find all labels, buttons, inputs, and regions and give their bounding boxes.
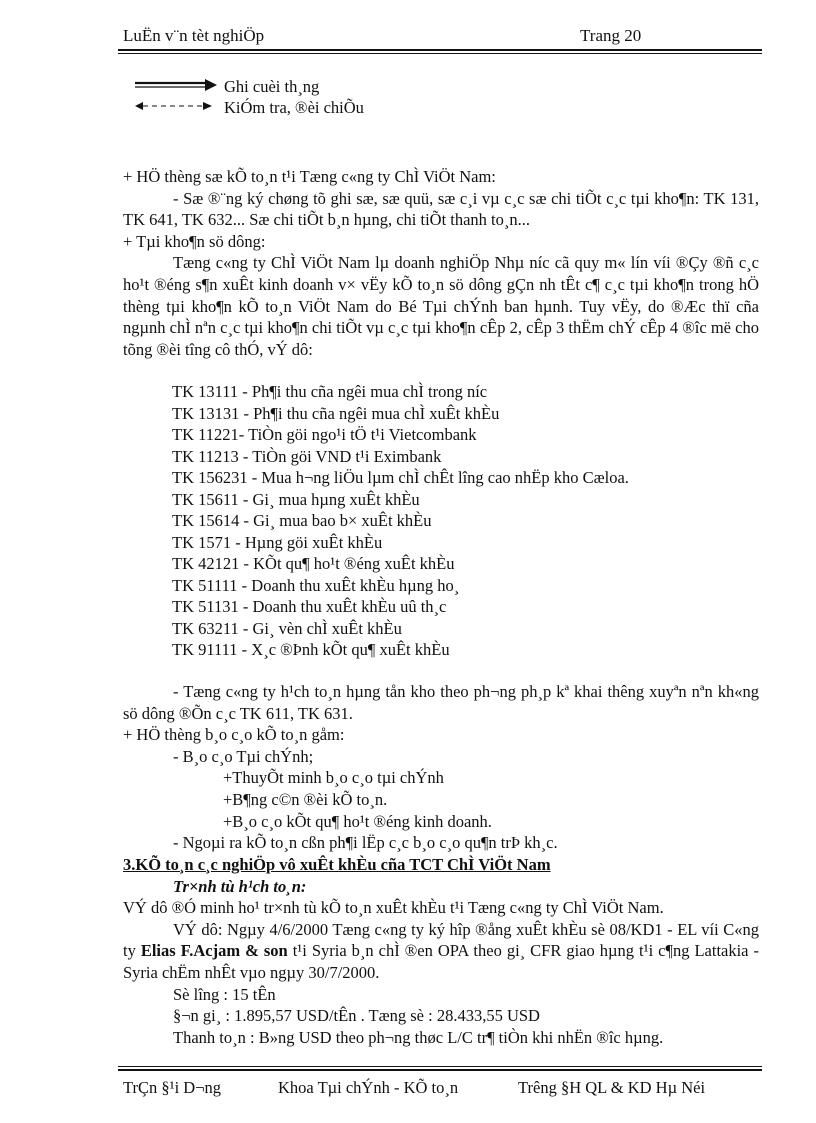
header-rule-top (118, 49, 762, 51)
list-item: TK 15614 - Gi¸ mua bao b× xuÊt khÈu (172, 511, 432, 530)
list-item: TK 13111 - Ph¶i thu cña ngêi mua chÌ trong níc (172, 382, 488, 401)
accounts-heading: + Tµi kho¶n sö dông: (123, 231, 266, 251)
page-number: Trang 20 (580, 26, 642, 45)
footer-rule-bottom (118, 1069, 762, 1071)
report-item-financial: - B¸o c¸o Tµi chÝnh; (173, 746, 314, 766)
report-subitem-notes: +ThuyÕt minh b¸o c¸o tµi chÝnh (223, 768, 444, 788)
list-item: TK 11213 - TiÒn göi VND t¹i Eximbank (172, 446, 442, 466)
header-title: LuËn v¨n tèt nghiÖp (123, 26, 265, 45)
legend-label-check: KiÓm tra, ®èi chiÕu (224, 98, 364, 117)
example-price: §¬n gi¸ : 1.895,57 USD/tÊn . Tæng sè : 28.433,55 USD (173, 1006, 540, 1026)
example-partner: Elias F.Acjam & son (140, 941, 288, 961)
reports-heading: + HÖ thèng b¸o c¸o kÕ to¸n gåm: (123, 725, 345, 745)
example-quantity: Sè lîng : 15 tÊn (173, 984, 276, 1004)
list-item: TK 91111 - X¸c ®Þnh kÕt qu¶ xuÊt khÈu (172, 640, 450, 659)
section-accounting-books (123, 166, 759, 360)
section-inventory-reports (123, 681, 759, 854)
list-item: TK 11221- TiÒn göi ngo¹i tÖ t¹i Vietcombank (172, 425, 477, 444)
list-item: TK 42121 - KÕt qu¶ ho¹t ®éng xuÊt khÈu (172, 554, 455, 573)
footer-school: Trêng §H QL & KD Hµ Néi (518, 1078, 706, 1097)
list-item: TK 1571 - Hµng göi xuÊt khÈu (172, 532, 383, 552)
footer-author: TrÇn §¹i D¬ng (123, 1078, 222, 1097)
accounts-paragraph: Tæng c«ng ty ChÌ ViÖt Nam lµ doanh nghiÖp Nhµ níc cã quy m« lín víi ®Çy ®ñ c¸c ho¹t ®éng s¶n xuÊt kinh doanh v× vËy kÕ to¸n sö dông gÇn nh tÊt c¶ c¸c tµi kho¶n trong hÖ thèng tµi kho¶n kÕ to¸n ViÖt Nam do Bé Tµi chÝnh ban hµnh. Tuy vËy, do ®Æc thï cña ngµnh chÌ nªn c¸c tµi kho¶n chi tiÕt vµ c¸c tµi kho¶n cÊp 2, cÊp 3 thËm chÝ cÊp 4 ®îc më cho tõng ®èi tîng cô thÓ, vÝ dô: (123, 253, 759, 359)
list-item: TK 15611 - Gi¸ mua hµng xuÊt khÈu (172, 489, 420, 509)
list-item: TK 156231 - Mua h¬ng liÖu lµm chÌ chÊt lîng cao nhËp kho Cæloa. (172, 468, 629, 487)
example-payment: Thanh to¸n : B»ng USD theo ph¬ng thøc L/C tr¶ tiÒn khi nhËn ®îc hµng. (173, 1027, 664, 1047)
books-heading: + HÖ thèng sæ kÕ to¸n t¹i Tæng c«ng ty ChÌ ViÖt Nam: (123, 167, 496, 186)
example-paragraph (123, 919, 759, 984)
report-item-management: - Ngoµi ra kÕ to¸n cßn ph¶i lËp c¸c b¸o c¸o qu¶n trÞ kh¸c. (173, 833, 558, 853)
section-subtitle: Tr×nh tù h¹ch to¸n: (173, 876, 307, 896)
dashed-arrow-icon (135, 100, 213, 112)
list-item: TK 51111 - Doanh thu xuÊt khÈu hµng ho¸ (172, 575, 460, 595)
inventory-paragraph: - Tæng c«ng ty h¹ch to¸n hµng tån kho theo ph¬ng ph¸p kª khai thêng xuyªn nªn kh«ng sö dông ®Õn c¸c TK 611, TK 631. (123, 682, 759, 723)
section-export-accounting (123, 854, 759, 1048)
example-text-1: VÝ dô: Ngµy 4/6/2000 Tæng c«ng ty ký hîp ®ång xuÊt khÈu sè 08/KD1 - EL víi C«ng ty (123, 919, 759, 961)
footer-rule-top (118, 1066, 762, 1067)
list-item: TK 63211 - Gi¸ vèn chÌ xuÊt khÈu (172, 618, 402, 638)
header-rule-bottom (118, 53, 762, 54)
example-intro: VÝ dô ®Ó minh ho¹ tr×nh tù kÕ to¸n xuÊt khÈu t¹i Tæng c«ng ty ChÌ ViÖt Nam. (123, 898, 664, 918)
list-item: TK 13131 - Ph¶i thu cña ngêi mua chÌ xuÊt khÈu (172, 403, 500, 423)
list-item: TK 51131 - Doanh thu xuÊt khÈu uû th¸c (172, 597, 447, 616)
legend-label-monthly: Ghi cuèi th¸ng (224, 77, 320, 96)
account-list (172, 381, 629, 661)
example-text-2: t¹i Syria b¸n chÌ ®en OPA theo gi¸ CFR giao hµng t¹i c¶ng Lattakia - Syria chËm nhÊt vµo ngµy 30/7/2000. (123, 941, 760, 982)
books-paragraph: - Sæ ®¨ng ký chøng tõ ghi sæ, sæ quü, sæ c¸i vµ c¸c sæ chi tiÕt c¸c tµi kho¶n: TK 131, TK 641, TK 632... Sæ chi tiÕt b¸n hµng, chi tiÕt thanh to¸n... (123, 188, 759, 230)
footer-faculty: Khoa Tµi chÝnh - KÕ to¸n (278, 1078, 459, 1097)
solid-arrow-icon (135, 78, 217, 92)
report-subitem-balance: +B¶ng c©n ®èi kÕ to¸n. (223, 789, 388, 809)
report-subitem-results: +B¸o c¸o kÕt qu¶ ho¹t ®éng kinh doanh. (223, 811, 492, 831)
section-title: 3.KÕ to¸n c¸c nghiÖp vô xuÊt khÈu cña TCT ChÌ ViÖt Nam (123, 855, 551, 874)
